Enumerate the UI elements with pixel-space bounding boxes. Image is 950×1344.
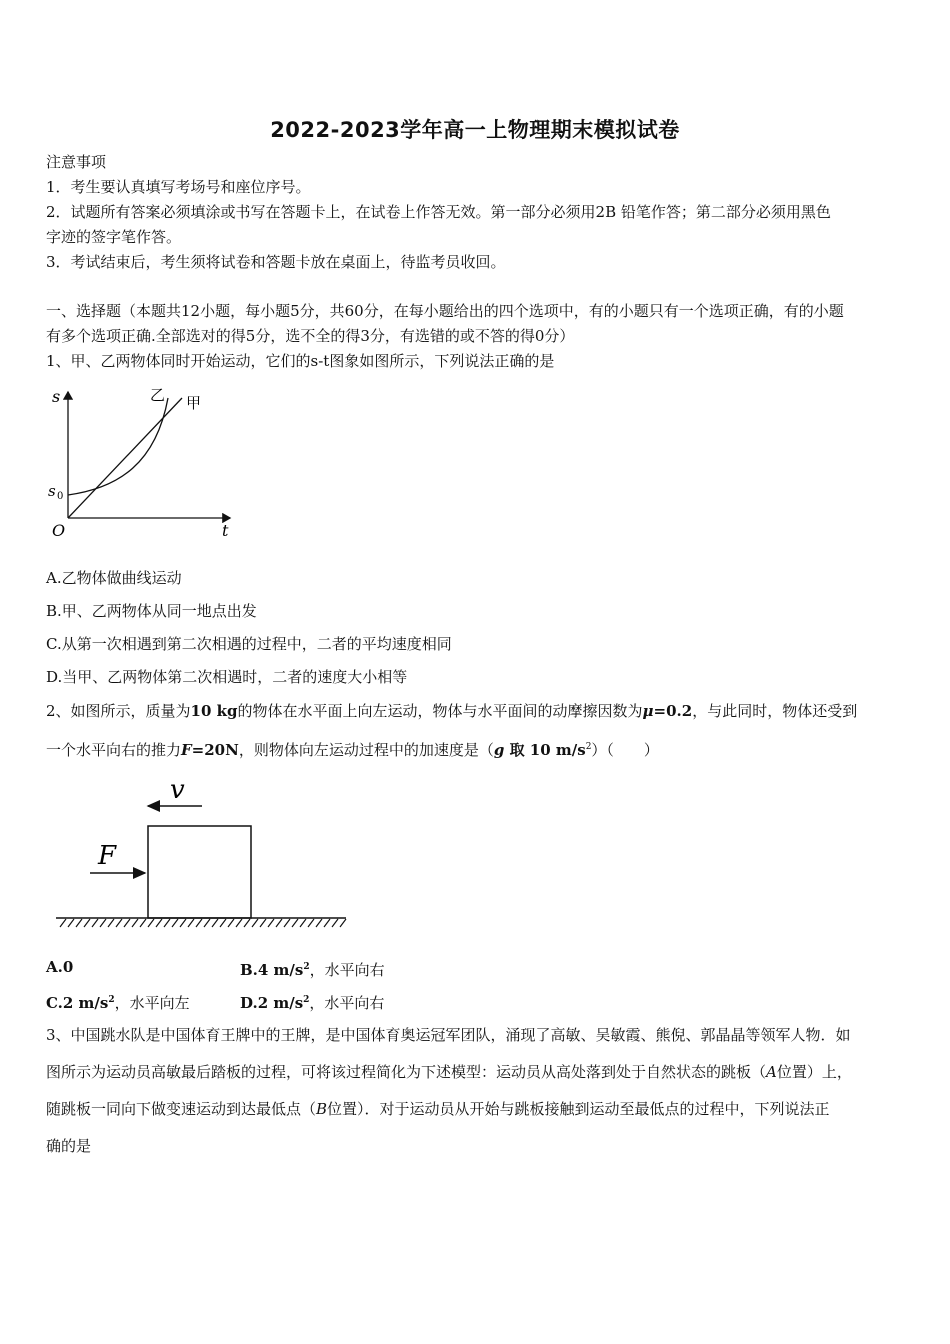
force-symbol: F [181, 741, 192, 759]
notice-heading: 注意事项 [46, 153, 107, 171]
notice-item: 3．考试结束后，考生须将试卷和答题卡放在桌面上，待监考员收回。 [46, 253, 506, 271]
superscript: 2 [303, 995, 310, 1005]
q3-stem-line2 [46, 1062, 852, 1082]
q3-stem-line3 [46, 1099, 830, 1119]
q2-option-a: A.0 [46, 958, 74, 976]
q2-option-d [240, 990, 384, 1013]
x-axis-label: t [222, 521, 229, 540]
q2-stem-line1 [46, 701, 857, 721]
y-axis-label: s [52, 387, 61, 406]
q1-option-d: D.当甲、乙两物体第二次相遇时，二者的速度大小相等 [46, 668, 408, 686]
ground-hatching [60, 919, 346, 927]
mu-value: =0.2 [653, 702, 693, 720]
text: ，水平向右 [309, 961, 385, 979]
curve-yi [68, 398, 168, 495]
q3-stem-line1: 3、中国跳水队是中国体育王牌中的王牌，是中国体育奥运冠军团队，涌现了高敏、吴敏霞、熊倪、郭晶晶等领军人物．如 [46, 1026, 851, 1044]
page-title: 2022-2023学年高一上物理期末模拟试卷 [270, 118, 680, 142]
notice-item: 1．考生要认真填写考场号和座位序号。 [46, 178, 311, 196]
q1-option-c: C.从第一次相遇到第二次相遇的过程中，二者的平均速度相同 [46, 635, 452, 653]
text: ，与此同时，物体还受到 [692, 702, 858, 720]
text: 一个水平向右的推力 [46, 741, 182, 759]
text: 图所示为运动员高敏最后踏板的过程，可将该过程简化为下述模型：运动员从高处落到处于自然状态的跳板（ [46, 1063, 767, 1081]
text: 2、如图所示，质量为 [46, 702, 191, 720]
label-yi: 乙 [150, 386, 166, 404]
superscript: 2 [108, 995, 115, 1005]
text: ，水平向左 [114, 994, 190, 1012]
s0-subscript: 0 [57, 491, 64, 502]
mass-value: 10 kg [190, 702, 238, 720]
superscript: 2 [303, 962, 310, 972]
origin-label: O [52, 521, 66, 540]
notice-item: 2．试题所有答案必须填涂或书写在答题卡上，在试卷上作答无效。第一部分必须用2B 铅笔作答；第二部分必须用黑色 [46, 203, 831, 221]
position-a: A [766, 1063, 777, 1081]
q2-option-c [46, 990, 190, 1013]
q1-st-graph [44, 378, 244, 543]
section-instructions: 一、选择题（本题共12小题，每小题5分，共60分，在每小题给出的四个选项中，有的小题只有一个选项正确，有的小题 [46, 302, 844, 320]
s0-label: s [48, 482, 56, 500]
text: 的物体在水平面上向左运动，物体与水平面间的动摩擦因数为 [237, 702, 643, 720]
text: C.2 m/s [46, 994, 109, 1012]
velocity-label: v [170, 775, 185, 805]
g-symbol: g [493, 741, 505, 759]
g-superscript: 2 [585, 742, 592, 752]
position-b: B [316, 1100, 328, 1118]
notice-item: 字迹的签字笔作答。 [46, 228, 182, 246]
q3-stem-line4: 确的是 [46, 1137, 92, 1155]
text: D.2 m/s [240, 994, 304, 1012]
label-jia: 甲 [186, 394, 202, 412]
force-label: F [98, 841, 117, 871]
q2-option-b [240, 957, 385, 980]
text: ）（ ） [591, 741, 659, 759]
text: 随跳板一同向下做变速运动到达最低点（ [46, 1100, 317, 1118]
block [148, 826, 251, 918]
q1-stem: 1、甲、乙两物体同时开始运动，它们的s-t图象如图所示，下列说法正确的是 [46, 352, 555, 370]
q2-figure [52, 772, 352, 932]
q1-option-b: B.甲、乙两物体从同一地点出发 [46, 602, 257, 620]
q1-option-a: A.乙物体做曲线运动 [46, 569, 182, 587]
mu-symbol: μ [642, 702, 654, 720]
force-value: =20N [191, 741, 239, 759]
text: ，则物体向左运动过程中的加速度是（ [238, 741, 494, 759]
text: 位置）上， [776, 1063, 852, 1081]
text: ，水平向右 [309, 994, 385, 1012]
line-jia [68, 398, 182, 518]
section-instructions: 有多个选项正确.全部选对的得5分，选不全的得3分，有选错的或不答的得0分） [46, 327, 575, 345]
q2-stem-line2 [46, 737, 659, 760]
g-text: 取 10 m/s [504, 741, 586, 759]
text: 位置）．对于运动员从开始与跳板接触到运动至最低点的过程中，下列说法正 [327, 1100, 830, 1118]
text: B.4 m/s [240, 961, 304, 979]
